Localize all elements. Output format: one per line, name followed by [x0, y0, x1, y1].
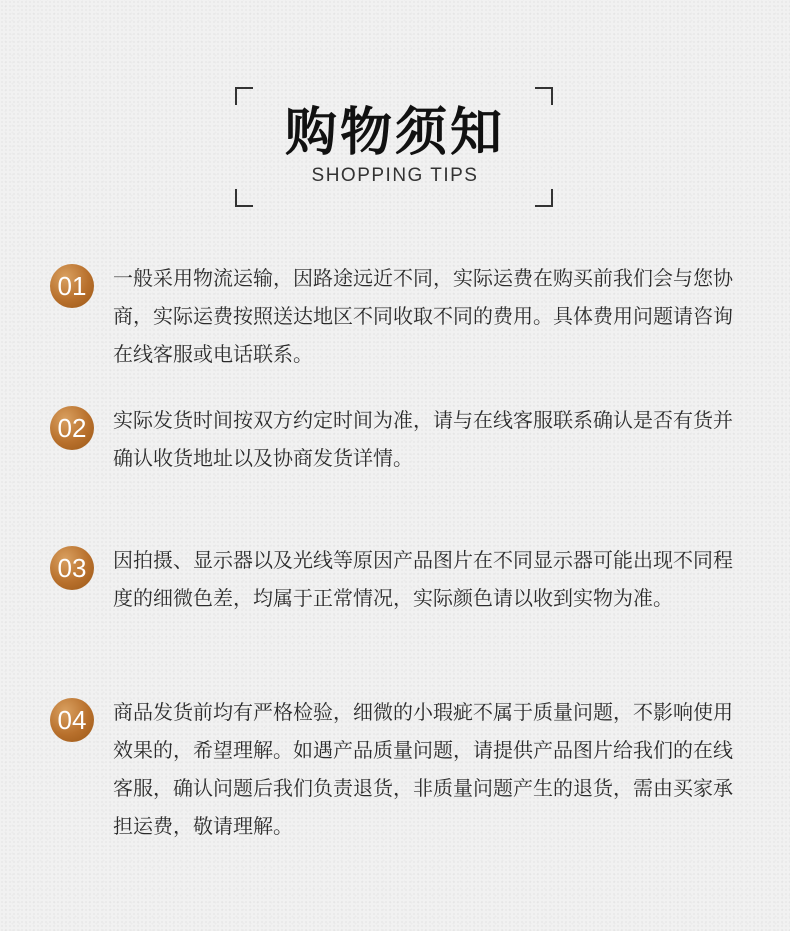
- tip-text: 实际发货时间按双方约定时间为准，请与在线客服联系确认是否有货并确认收货地址以及协商发货详情。: [113, 408, 733, 470]
- page-subtitle: SHOPPING TIPS: [311, 165, 479, 186]
- tip-text: 商品发货前均有严格检验，细微的小瑕疵不属于质量问题，不影响使用效果的，希望理解。如遇产品质量问题，请提供产品图片给我们的在线客服，确认问题后我们负责退货，非质量问题产生的退货，需由买家承担运费，敬请理解。: [113, 700, 733, 838]
- tip-text: 一般采用物流运输，因路途远近不同，实际运费在购买前我们会与您协商，实际运费按照送达地区不同收取不同的费用。具体费用问题请咨询在线客服或电话联系。: [113, 266, 733, 366]
- frame-corner-bottom-right: [535, 189, 553, 207]
- tip-number-badge: 04: [50, 698, 94, 742]
- tip-text: 因拍摄、显示器以及光线等原因产品图片在不同显示器可能出现不同程度的细微色差，均属于正常情况，实际颜色请以收到实物为准。: [113, 548, 733, 610]
- tip-number-badge: 03: [50, 546, 94, 590]
- page-title: 购物须知: [284, 103, 505, 163]
- tip-number-badge: 01: [50, 264, 94, 308]
- frame-corner-bottom-left: [235, 189, 253, 207]
- tip-number-badge: 02: [50, 406, 94, 450]
